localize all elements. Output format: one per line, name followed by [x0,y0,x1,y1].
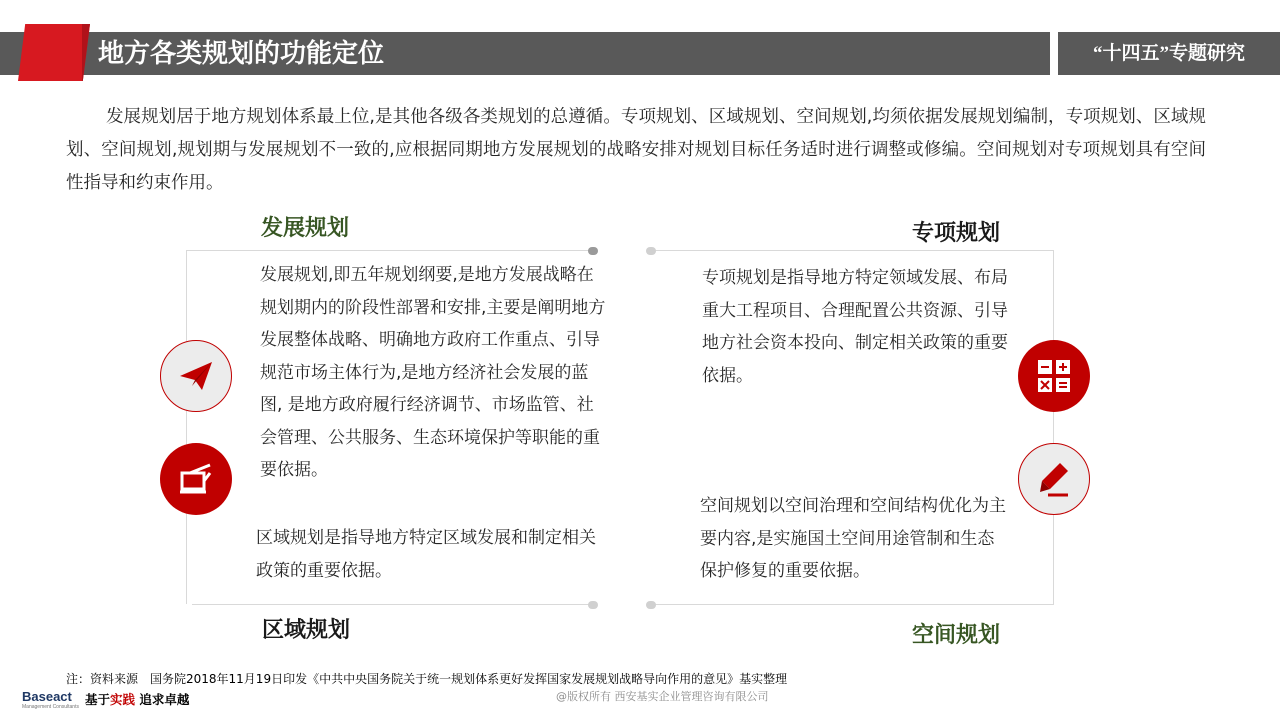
spatial-text: 空间规划以空间治理和空间结构优化为主要内容,是实施国土空间用途管制和生态保护修复的重要依据。 [700,496,1006,581]
intro-paragraph: 发展规划居于地方规划体系最上位,是其他各级各类规划的总遵循。专项规划、区域规划、空间规划,均须依据发展规划编制，专项规划、区域规划、空间规划,规划期与发展规划不一致的,应根据同期地方发展规划的战略安排对规划目标任务适时进行调整或修编。空间规划对专项规划具有空间性指导和约束作用。 [66,107,1206,193]
frame-dot [588,247,598,255]
slogan [85,690,189,708]
special-text: 专项规划是指导地方特定领域发展、布局重大工程项目、合理配置公共资源、引导地方社会资本投向、制定相关政策的重要依据。 [702,268,1008,386]
presentation-board-icon [160,443,232,515]
company-logo: Baseact [22,689,72,704]
company-logo-sub: Management Consultants [22,704,79,710]
frame-dot [646,247,656,255]
header-accent-block [18,24,90,81]
section-title-special: 专项规划 [912,221,1001,246]
frame-dot [646,601,656,609]
development-text: 发展规划,即五年规划纲要,是地方发展战略在规划期内的阶段性部署和安排,主要是阐明地方发展整体战略、明确地方政府工作重点、引导规范市场主体行为,是地方经济社会发展的蓝图, 是地方政府履行经济调节、市场监管、社会管理、公共服务、生态环境保护等职能的重要依据。 [260,265,606,480]
frame-line [186,250,187,604]
copyright: @版权所有 西安基实企业管理咨询有限公司 [556,690,769,703]
frame-line [1053,250,1054,604]
slogan-part-a: 基于 [85,692,111,707]
slogan-part-b: 实践 [110,692,136,707]
calculator-icon [1018,340,1090,412]
frame-line [652,250,1054,251]
section-title-spatial: 空间规划 [912,623,1001,648]
frame-dot [588,601,598,609]
pencil-icon [1018,443,1090,515]
series-label: “十四五”专题研究 [1058,32,1280,75]
frame-line [186,250,594,251]
paper-plane-icon [160,340,232,412]
slogan-part-c: 追求卓越 [135,692,190,707]
frame-line [192,604,594,605]
frame-line [652,604,1054,605]
page-title: 地方各类规划的功能定位 [98,39,385,69]
regional-text: 区域规划是指导地方特定区域发展和制定相关政策的重要依据。 [256,528,596,581]
section-title-regional: 区域规划 [262,618,351,643]
source-note: 注：资料来源 国务院2018年11月19日印发《中共中央国务院关于统一规划体系更好发挥国家发展规划战略导向作用的意见》基实整理 [66,672,788,686]
section-title-development: 发展规划 [261,216,350,241]
